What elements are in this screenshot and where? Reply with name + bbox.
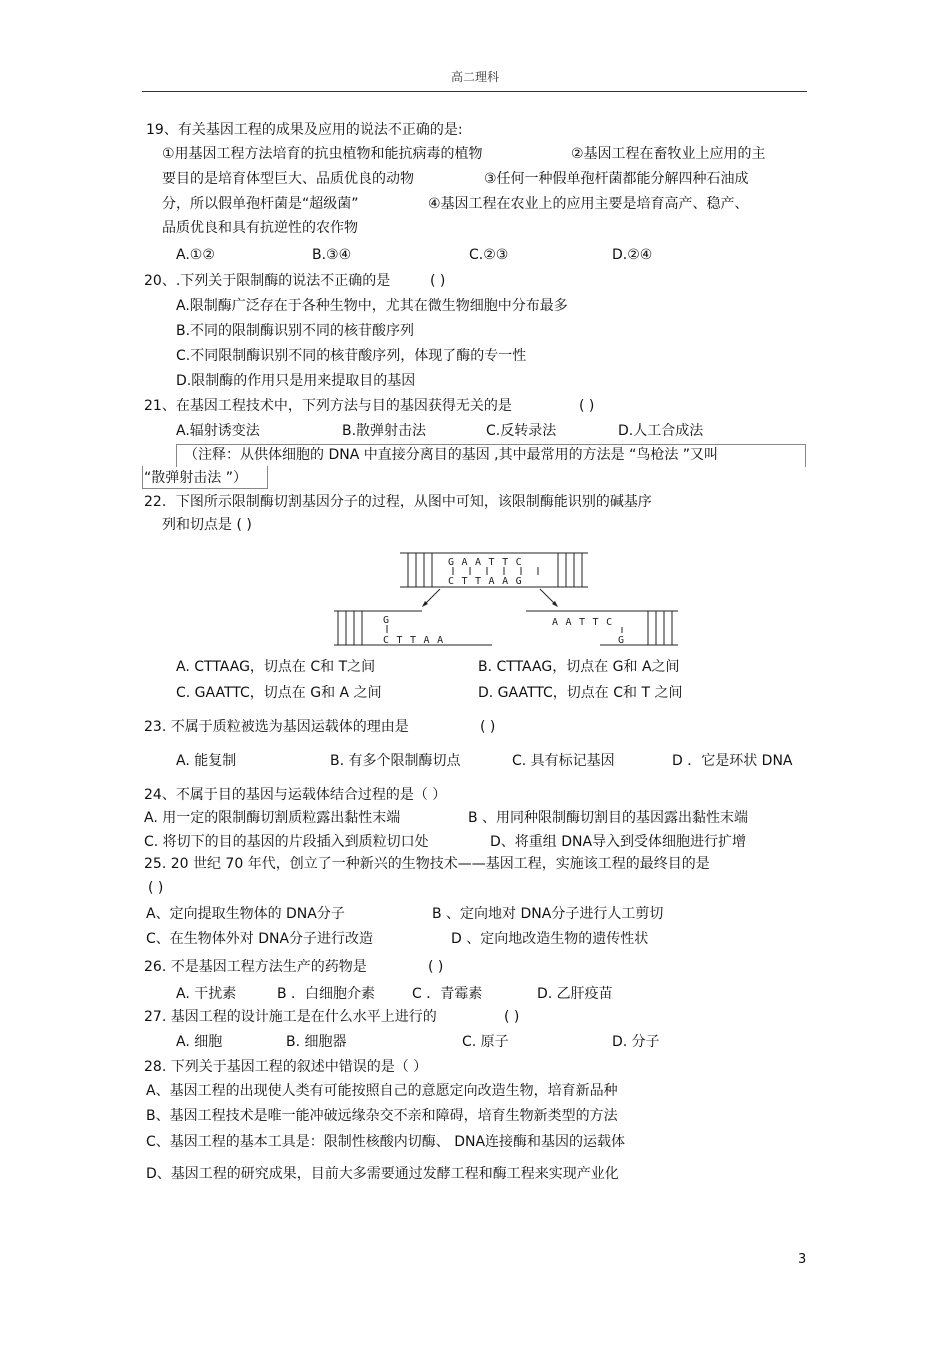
- q21-stem: 21、在基因工程技术中，下列方法与目的基因获得无关的是: [144, 398, 512, 414]
- q21-option-c: C.反转录法: [486, 423, 557, 439]
- diagram-bottom-strand: CTTAAG: [448, 576, 530, 587]
- diagram-right-bottom: G: [618, 635, 625, 646]
- header-rule: [142, 91, 807, 92]
- q27-option-c: C. 原子: [462, 1034, 509, 1050]
- q26-paren: ( ): [428, 959, 444, 975]
- q19-line2b: ③任何一种假单孢杆菌都能分解四种石油成: [484, 171, 749, 187]
- q20-stem: 20、.下列关于限制酶的说法不正确的是: [144, 273, 391, 289]
- q20-option-b: B.不同的限制酶识别不同的核苷酸序列: [176, 323, 415, 339]
- q19-line1b: ②基因工程在畜牧业上应用的主: [571, 146, 766, 162]
- q22-option-b: B. CTTAAG，切点在 G和 A之间: [478, 659, 680, 675]
- q19-option-c: C.②③: [469, 247, 509, 263]
- q25-option-c: C、在生物体外对 DNA分子进行改造: [146, 931, 374, 947]
- q19-line3: 分，所以假单孢杆菌是“超级菌”: [162, 196, 359, 212]
- q28-option-b: B、基因工程技术是唯一能冲破远缘杂交不亲和障碍，培育生物新类型的方法: [146, 1108, 618, 1124]
- q24-option-c: C. 将切下的目的基因的片段插入到质粒切口处: [144, 834, 429, 850]
- q28-option-a: A、基因工程的出现使人类有可能按照自己的意愿定向改造生物，培育新品种: [146, 1083, 618, 1099]
- q22-stem: 22．下图所示限制酶切割基因分子的过程，从图中可知，该限制酶能识别的碱基序: [144, 494, 652, 510]
- q28-stem: 28. 下列关于基因工程的叙述中错误的是（ ）: [144, 1059, 428, 1075]
- page-number: 3: [798, 1252, 807, 1267]
- diagram-left-top: G: [383, 615, 390, 626]
- q22-option-d: D. GAATTC，切点在 C和 T 之间: [478, 685, 683, 701]
- q26-option-c: C ．青霉素: [412, 986, 483, 1002]
- q23-option-a: A. 能复制: [176, 753, 237, 769]
- q27-stem: 27. 基因工程的设计施工是在什么水平上进行的: [144, 1009, 437, 1025]
- q21-note-line1: （注释：从供体细胞的 DNA 中直接分离目的基因 ,其中最常用的方法是 “鸟枪法 ”又叫: [184, 447, 719, 463]
- q20-option-c: C.不同限制酶识别不同的核苷酸序列，体现了酶的专一性: [176, 348, 527, 364]
- q26-option-a: A. 干扰素: [176, 986, 237, 1002]
- q22-option-a: A. CTTAAG，切点在 C和 T之间: [176, 659, 376, 675]
- q23-option-c: C. 具有标记基因: [512, 753, 615, 769]
- diagram-left-bottom: CTTAA: [383, 635, 451, 646]
- q23-paren: ( ): [480, 719, 496, 735]
- q23-stem: 23. 不属于质粒被选为基因运载体的理由是: [144, 719, 409, 735]
- q21-option-d: D.人工合成法: [618, 423, 704, 439]
- q19-option-b: B.③④: [312, 247, 352, 263]
- q22-stem-line2: 列和切点是 ( ): [162, 517, 252, 533]
- q25-paren: ( ): [148, 880, 164, 896]
- q21-option-b: B.散弹射击法: [342, 423, 427, 439]
- q21-note-line2: “散弹射击法 ”）: [144, 470, 247, 486]
- diagram-right-top: AATTC: [552, 617, 620, 628]
- q19-line2: 要目的是培育体型巨大、品质优良的动物: [162, 171, 414, 187]
- restriction-enzyme-diagram: [330, 545, 690, 655]
- q19-line4: 品质优良和具有抗逆性的农作物: [162, 220, 358, 236]
- q19-line3b: ④基因工程在农业上的应用主要是培育高产、稳产、: [428, 196, 749, 212]
- q28-option-d: D、基因工程的研究成果，目前大多需要通过发酵工程和酶工程来实现产业化: [146, 1166, 619, 1182]
- header-title: 高二理科: [450, 70, 499, 84]
- q19-line1: ①用基因工程方法培育的抗虫植物和能抗病毒的植物: [162, 146, 483, 162]
- q27-option-d: D. 分子: [612, 1034, 660, 1050]
- q24-option-d: D、将重组 DNA导入到受体细胞进行扩增: [490, 834, 747, 850]
- q20-paren: ( ): [430, 273, 446, 289]
- q24-stem: 24、不属于目的基因与运载体结合过程的是（ ）: [144, 787, 447, 803]
- q27-paren: ( ): [504, 1009, 520, 1025]
- q23-option-d: D ．它是环状 DNA: [672, 753, 793, 769]
- q27-option-b: B. 细胞器: [286, 1034, 347, 1050]
- q24-option-b: B 、用同种限制酶切割目的基因露出黏性末端: [468, 810, 749, 826]
- q19-stem: 19、有关基因工程的成果及应用的说法不正确的是:: [146, 122, 463, 138]
- diagram-top-strand: GAATTC: [448, 557, 530, 568]
- q24-option-a: A. 用一定的限制酶切割质粒露出黏性末端: [144, 810, 401, 826]
- q26-option-b: B ．白细胞介素: [277, 986, 376, 1002]
- q22-option-c: C. GAATTC，切点在 G和 A 之间: [176, 685, 382, 701]
- q21-paren: ( ): [579, 398, 595, 414]
- q21-option-a: A.辐射诱变法: [176, 423, 260, 439]
- q20-option-a: A.限制酶广泛存在于各种生物中，尤其在微生物细胞中分布最多: [176, 298, 568, 314]
- q28-option-c: C、基因工程的基本工具是：限制性核酸内切酶、 DNA连接酶和基因的运载体: [146, 1134, 626, 1150]
- q19-option-d: D.②④: [612, 247, 653, 263]
- q25-stem: 25. 20 世纪 70 年代，创立了一种新兴的生物技术——基因工程，实施该工程的最终目的是: [144, 856, 710, 872]
- q26-option-d: D. 乙肝疫苗: [537, 986, 613, 1002]
- q23-option-b: B. 有多个限制酶切点: [330, 753, 461, 769]
- q25-option-a: A、定向提取生物体的 DNA分子: [146, 906, 345, 922]
- q27-option-a: A. 细胞: [176, 1034, 223, 1050]
- q25-option-d: D 、定向地改造生物的遗传性状: [451, 931, 649, 947]
- q25-option-b: B 、定向地对 DNA分子进行人工剪切: [432, 906, 664, 922]
- q19-option-a: A.①②: [176, 247, 215, 263]
- q26-stem: 26. 不是基因工程方法生产的药物是: [144, 959, 367, 975]
- q20-option-d: D.限制酶的作用只是用来提取目的基因: [176, 373, 416, 389]
